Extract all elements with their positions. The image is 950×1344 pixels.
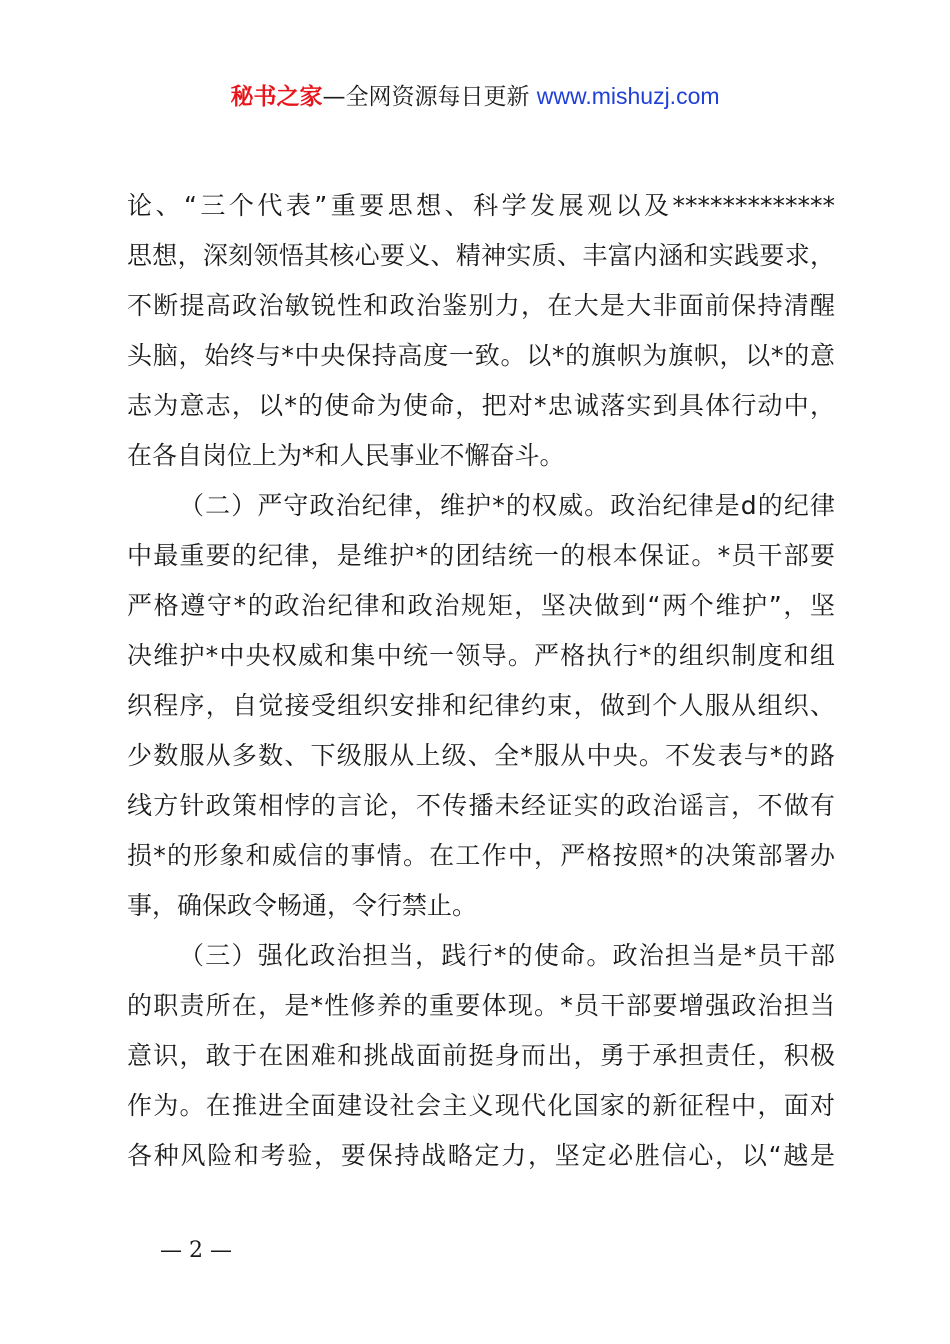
site-tagline: —全网资源每日更新 bbox=[322, 84, 530, 110]
text-line: （三）强化政治担当，践行*的使命。政治担当是*员干部 bbox=[179, 941, 835, 970]
text-line: 在各自岗位上为*和人民事业不懈奋斗。 bbox=[127, 441, 565, 470]
text-line: 意识，敢于在困难和挑战面前挺身而出，勇于承担责任，积极 bbox=[127, 1041, 835, 1070]
site-brand: 秘书之家 bbox=[230, 84, 323, 110]
text-line: 论、“三个代表”重要思想、科学发展观以及************* bbox=[127, 191, 835, 220]
text-line: 作为。在推进全面建设社会主义现代化国家的新征程中，面对 bbox=[127, 1091, 835, 1120]
text-line: 少数服从多数、下级服从上级、全*服从中央。不发表与*的路 bbox=[127, 741, 835, 770]
text-line: 思想，深刻领悟其核心要义、精神实质、丰富内涵和实践要求， bbox=[127, 241, 835, 270]
text-line: 线方针政策相悖的言论，不传播未经证实的政治谣言，不做有 bbox=[127, 791, 835, 820]
text-line: 头脑，始终与*中央保持高度一致。以*的旗帜为旗帜，以*的意 bbox=[127, 341, 835, 370]
text-line: 严格遵守*的政治纪律和政治规矩，坚决做到“两个维护”，坚 bbox=[127, 591, 835, 620]
text-line: 中最重要的纪律，是维护*的团结统一的根本保证。*员干部要 bbox=[127, 541, 835, 570]
text-line: 织程序，自觉接受组织安排和纪律约束，做到个人服从组织、 bbox=[127, 691, 835, 720]
page-number: — 2 — bbox=[160, 1238, 232, 1263]
text-line: 志为意志，以*的使命为使命，把对*忠诚落实到具体行动中， bbox=[127, 391, 835, 420]
text-line: 不断提高政治敏锐性和政治鉴别力，在大是大非面前保持清醒 bbox=[127, 291, 835, 320]
text-line: 损*的形象和威信的事情。在工作中，严格按照*的决策部署办 bbox=[127, 841, 835, 870]
text-line: 各种风险和考验，要保持战略定力，坚定必胜信心，以“越是 bbox=[127, 1141, 835, 1170]
text-line: 的职责所在，是*性修养的重要体现。*员干部要增强政治担当 bbox=[127, 991, 835, 1020]
text-line: （二）严守政治纪律，维护*的权威。政治纪律是d的纪律 bbox=[179, 491, 835, 520]
site-header bbox=[0, 80, 950, 113]
document-body bbox=[127, 181, 835, 1181]
text-line: 决维护*中央权威和集中统一领导。严格执行*的组织制度和组 bbox=[127, 641, 835, 670]
text-line: 事，确保政令畅通，令行禁止。 bbox=[127, 891, 478, 920]
site-url[interactable]: www.mishuzj.com bbox=[536, 83, 720, 109]
